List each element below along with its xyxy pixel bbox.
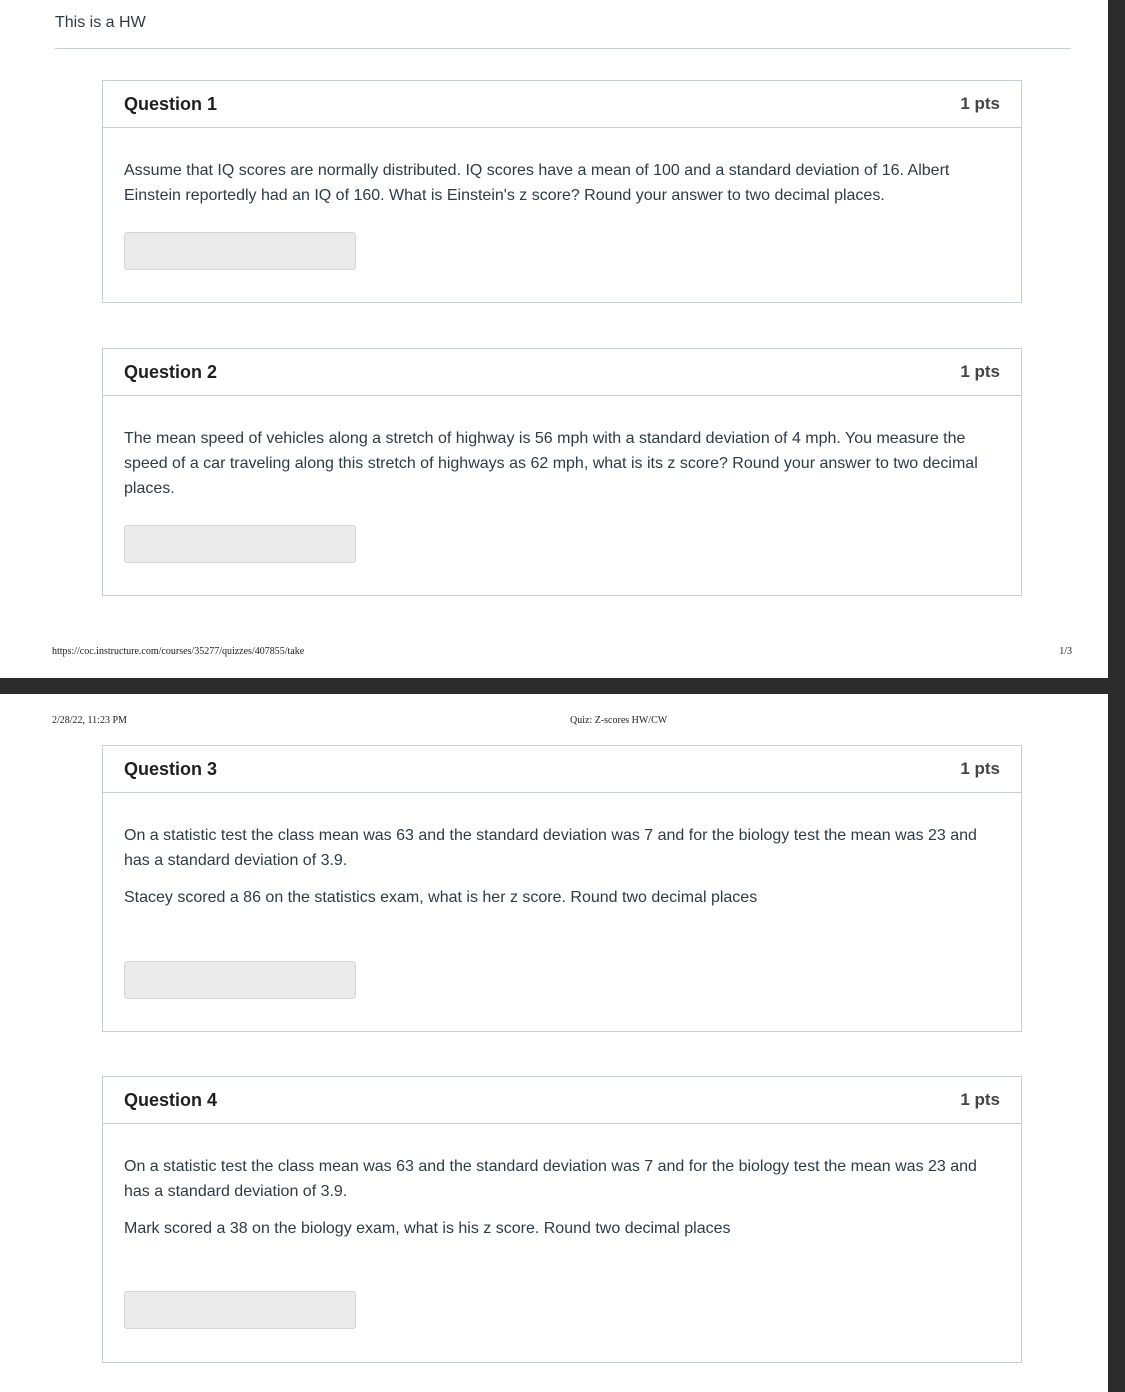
question-card-3 [102, 745, 1022, 1032]
print-header-title: Quiz: Z-scores HW/CW [570, 715, 668, 726]
question-title: Question 4 [124, 1089, 218, 1110]
question-paragraph: On a statistic test the class mean was 63 and the standard deviation was 7 and for the biology test the mean was 23 and has a standard deviation of 3.9. [124, 1158, 977, 1200]
question-card-4 [102, 1076, 1022, 1363]
question-paragraph: Mark scored a 38 on the biology exam, what is his z score. Round two decimal places [124, 1220, 731, 1237]
print-footer-url: https://coc.instructure.com/courses/35277/quizzes/407855/take [52, 646, 305, 657]
answer-input-1[interactable] [124, 232, 356, 270]
question-header [103, 1077, 1021, 1124]
answer-input-3[interactable] [124, 961, 356, 999]
quiz-intro-text: This is a HW [55, 14, 146, 31]
print-page-1 [0, 0, 1108, 678]
answer-input-4[interactable] [124, 1291, 356, 1329]
answer-input-2[interactable] [124, 525, 356, 563]
question-text [103, 396, 1021, 501]
question-header [103, 746, 1021, 793]
question-header [103, 349, 1021, 396]
divider [55, 48, 1071, 49]
question-header [103, 81, 1021, 128]
question-points: 1 pts [960, 362, 1000, 381]
question-points: 1 pts [960, 1090, 1000, 1109]
print-footer-page-number: 1/3 [1059, 646, 1072, 657]
question-paragraph: On a statistic test the class mean was 63 and the standard deviation was 7 and for the biology test the mean was 23 and has a standard deviation of 3.9. [124, 827, 977, 869]
question-paragraph: The mean speed of vehicles along a stretch of highway is 56 mph with a standard deviation of 4 mph. You measure the speed of a car traveling along this stretch of highways as 62 mph, what is its z score? Round your answer to two decimal places. [124, 430, 978, 497]
question-card-1 [102, 80, 1022, 303]
question-paragraph: Assume that IQ scores are normally distributed. IQ scores have a mean of 100 and a standard deviation of 16. Albert Einstein reportedly had an IQ of 160. What is Einstein's z score? Round your answer to two decimal places. [124, 162, 950, 204]
question-title: Question 2 [124, 361, 218, 382]
question-points: 1 pts [960, 94, 1000, 113]
question-text [103, 793, 1021, 910]
question-title: Question 3 [124, 758, 218, 779]
print-page-2 [0, 694, 1108, 1392]
question-title: Question 1 [124, 93, 218, 114]
question-card-2 [102, 348, 1022, 596]
question-paragraph: Stacey scored a 86 on the statistics exam, what is her z score. Round two decimal places [124, 889, 758, 906]
question-points: 1 pts [960, 759, 1000, 778]
question-text [103, 1124, 1021, 1241]
question-text [103, 128, 1021, 208]
print-header-date: 2/28/22, 11:23 PM [52, 715, 127, 726]
